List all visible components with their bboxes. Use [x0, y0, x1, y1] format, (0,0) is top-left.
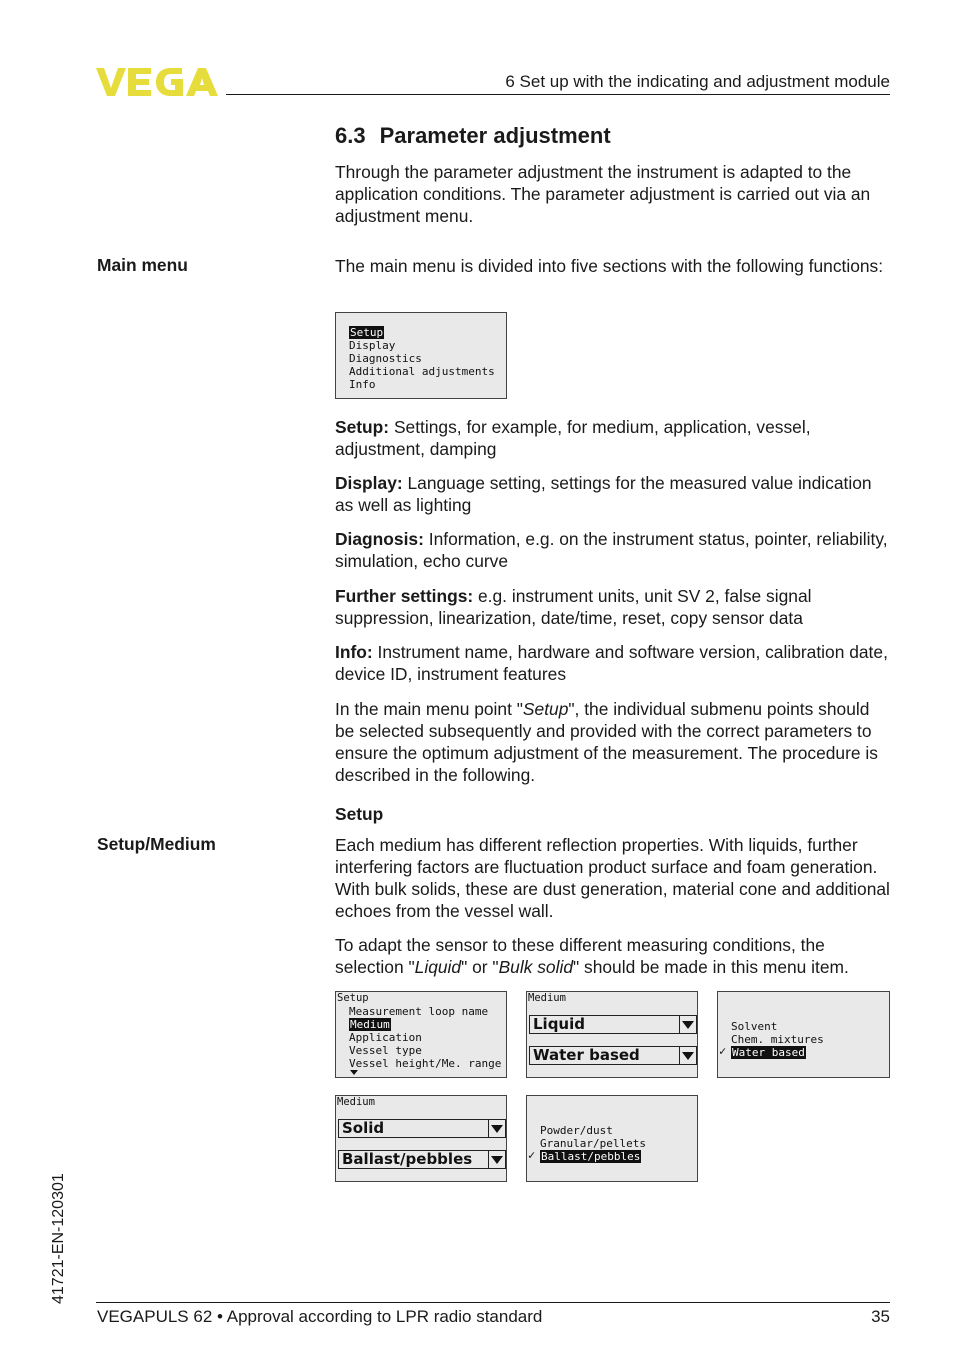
menu-item-diagnostics: Diagnostics: [349, 352, 422, 365]
submenu-item-selected: Medium: [350, 1018, 390, 1031]
screen-title: Medium: [337, 1096, 375, 1108]
option-item: Granular/pellets: [540, 1137, 646, 1150]
vega-logo: [96, 66, 220, 98]
main-menu-label: Main menu: [97, 255, 188, 275]
menu-item-display: Display: [349, 339, 396, 352]
header-chapter: 6 Set up with the indicating and adjustment module: [505, 72, 890, 91]
intro-paragraph: Through the parameter adjustment the instrument is adapted to the application conditions. The parameter adjustment is carried out via an adjustment menu.: [335, 162, 871, 226]
definition-setup: Setup: Settings, for example, for medium, application, vessel, adjustment, damping: [335, 417, 811, 459]
option-item-selected: Ballast/pebbles: [541, 1150, 641, 1163]
medium-liquid-screen: [526, 991, 698, 1078]
setup-submenu-screen: [335, 991, 507, 1078]
option-item: Powder/dust: [540, 1124, 613, 1137]
option-item: Chem. mixtures: [731, 1033, 824, 1046]
header-divider: [226, 94, 890, 95]
document-code: 41721-EN-120301: [50, 1173, 67, 1304]
medium-dropdown: Solid: [338, 1119, 506, 1138]
medium-paragraph-2: To adapt the sensor to these different measuring conditions, the selection "Liquid" or "Bulk solid" should be made in this menu item.: [335, 935, 849, 977]
footer-title: VEGAPULS 62 • Approval according to LPR radio standard: [97, 1307, 543, 1326]
scroll-down-icon: [350, 1070, 358, 1075]
solid-options-screen: [526, 1095, 698, 1182]
menu-item-additional: Additional adjustments: [349, 365, 495, 378]
dropdown-arrow-icon: [679, 1016, 696, 1033]
section-number: 6.3: [335, 123, 366, 148]
liquid-options-screen: [717, 991, 890, 1078]
submenu-item: Application: [349, 1031, 422, 1044]
submenu-item: Measurement loop name: [349, 1005, 489, 1018]
liquid-type-dropdown: Water based: [529, 1046, 697, 1065]
screen-title: Medium: [528, 992, 566, 1004]
setup-paragraph: In the main menu point "Setup", the individual submenu points should be selected subsequently and provided with the correct parameters to ensure the optimum adjustment of the measurement. The procedure is described in the following.: [335, 699, 878, 785]
definition-info: Info: Instrument name, hardware and software version, calibration date, device ID, instrument features: [335, 642, 888, 684]
definition-further-settings: Further settings: e.g. instrument units, unit SV 2, false signal suppression, linearization, date/time, reset, copy sensor data: [335, 586, 812, 628]
setup-heading: Setup: [335, 804, 384, 824]
main-menu-paragraph: The main menu is divided into five sections with the following functions:: [335, 256, 884, 276]
setup-medium-label: Setup/Medium: [97, 834, 216, 854]
page-number: 35: [871, 1307, 890, 1326]
menu-item-info: Info: [349, 378, 376, 391]
menu-item-setup: Setup: [350, 326, 384, 339]
option-item: Solvent: [731, 1020, 778, 1033]
medium-solid-screen: [335, 1095, 507, 1182]
footer-divider: [96, 1302, 890, 1303]
solid-type-dropdown: Ballast/pebbles: [338, 1150, 506, 1169]
submenu-item: Vessel height/Me. range: [349, 1057, 502, 1070]
medium-dropdown: Liquid: [529, 1015, 697, 1034]
dropdown-arrow-icon: [679, 1047, 696, 1064]
dropdown-arrow-icon: [488, 1120, 505, 1137]
checkmark-icon: ✓: [528, 1148, 536, 1162]
main-menu-screen: [335, 312, 507, 399]
screen-title: Setup: [337, 992, 369, 1004]
section-title: [335, 123, 611, 149]
dropdown-arrow-icon: [488, 1151, 505, 1168]
definition-diagnosis: Diagnosis: Information, e.g. on the instrument status, pointer, reliability, simulation, echo curve: [335, 529, 888, 571]
definition-display: Display: Language setting, settings for the measured value indication as well as lighting: [335, 473, 872, 515]
section-title-text: Parameter adjustment: [379, 123, 611, 148]
option-item-selected: Water based: [732, 1046, 805, 1059]
medium-paragraph-1: Each medium has different reflection properties. With liquids, further interfering factors are fluctuation product surface and foam generation. With bulk solids, these are dust generation, material cone and additional echoes from the vessel wall.: [335, 835, 890, 921]
checkmark-icon: ✓: [719, 1044, 727, 1058]
submenu-item: Vessel type: [349, 1044, 422, 1057]
